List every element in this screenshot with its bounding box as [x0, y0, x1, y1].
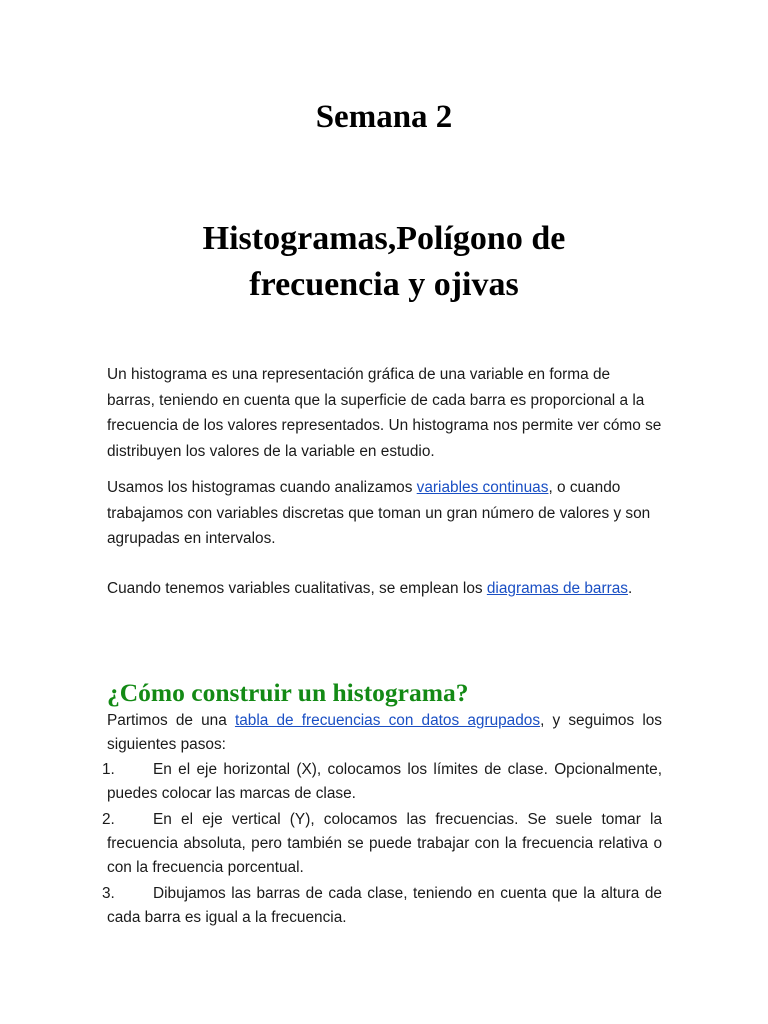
step-text: Dibujamos las barras de cada clase, teniendo en cuenta que la altura de cada barra es igual a la frecuencia.	[107, 885, 662, 926]
usage-text-after: , o cuando trabajamos con variables discretas que toman un gran número de valores y son agrupadas en intervalos.	[107, 479, 651, 547]
section-intro-before: Partimos de una	[107, 712, 235, 729]
steps-list	[102, 758, 662, 932]
section-heading: ¿Cómo construir un histograma?	[107, 678, 469, 707]
step-number: 3.	[102, 885, 115, 902]
section-intro-paragraph	[107, 709, 662, 757]
step-number: 2.	[102, 811, 115, 828]
document-subtitle	[120, 216, 648, 308]
step-text: En el eje horizontal (X), colocamos los límites de clase. Opcionalmente, puedes colocar las marcas de clase.	[107, 761, 662, 802]
subtitle-line-1: Histogramas,Polígono de	[202, 220, 566, 257]
section-intro-after: , y seguimos los siguientes pasos:	[107, 712, 662, 753]
diagramas-de-barras-link[interactable]: diagramas de barras	[486, 580, 628, 597]
qualitative-text-before: Cuando tenemos variables cualitativas, se emplean los	[107, 580, 487, 597]
intro-paragraph: Un histograma es una representación gráfica de una variable en forma de barras, teniendo en cuenta que la superficie de cada barra es proporcional a la frecuencia de los valores representados. Un histograma nos permite ver cómo se distribuyen los valores de la variable en estudio.	[107, 366, 662, 460]
list-item	[102, 758, 662, 806]
list-item	[102, 808, 662, 880]
qualitative-text-after: .	[628, 580, 633, 597]
step-number: 1.	[102, 761, 115, 778]
page-title: Semana 2	[315, 99, 453, 135]
qualitative-paragraph	[107, 576, 662, 602]
subtitle-line-2: frecuencia y ojivas	[249, 266, 519, 303]
usage-text-before: Usamos los histogramas cuando analizamos	[107, 479, 417, 496]
tabla-frecuencias-link[interactable]: tabla de frecuencias con datos agrupados	[234, 712, 541, 729]
usage-paragraph	[107, 475, 662, 552]
step-text: En el eje vertical (Y), colocamos las frecuencias. Se suele tomar la frecuencia absoluta, pero también se puede trabajar con la frecuencia relativa o con la frecuencia porcentual.	[107, 811, 662, 876]
list-item	[102, 882, 662, 930]
variables-continuas-link[interactable]: variables continuas	[416, 479, 549, 496]
